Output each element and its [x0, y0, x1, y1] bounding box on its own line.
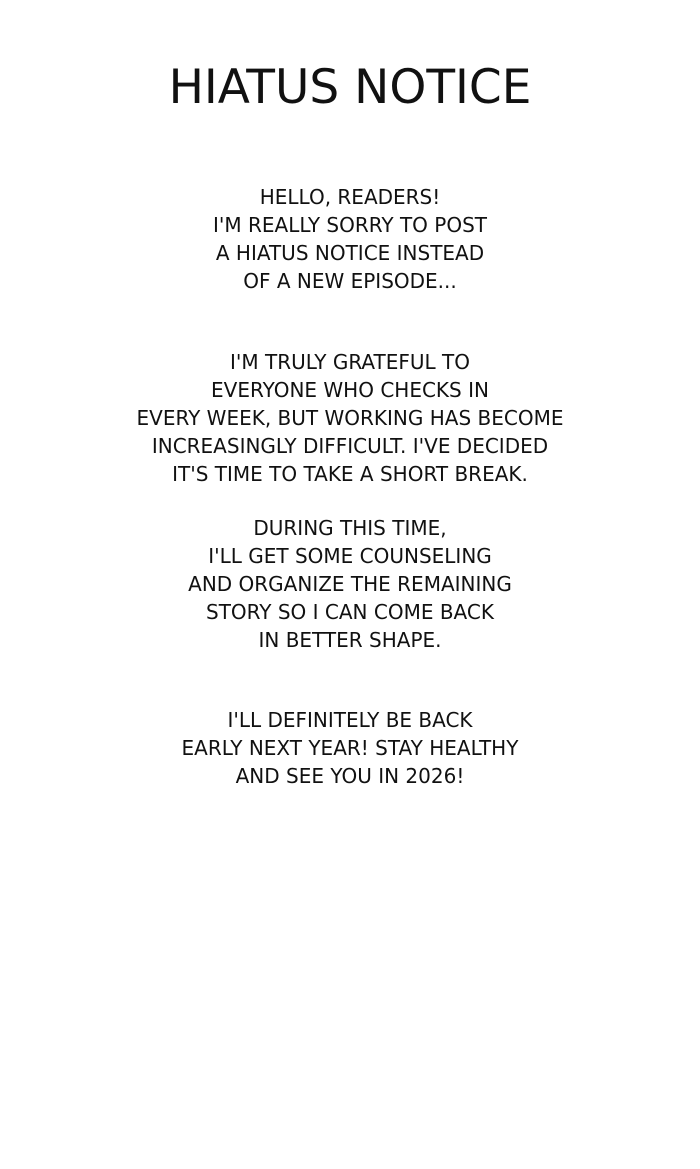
notice-paragraph-gratitude: [0, 348, 700, 488]
notice-line: A HIATUS NOTICE INSTEAD: [215, 241, 485, 265]
notice-line: I'M REALLY SORRY TO POST: [213, 213, 487, 237]
notice-line: AND SEE YOU IN 2026!: [235, 764, 465, 788]
notice-line: EARLY NEXT YEAR! STAY HEALTHY: [181, 736, 519, 760]
notice-paragraph-plans: [0, 514, 700, 654]
notice-line: IN BETTER SHAPE.: [258, 628, 442, 652]
notice-line: DURING THIS TIME,: [253, 516, 447, 540]
notice-line: I'M TRULY GRATEFUL TO: [230, 350, 470, 374]
notice-line: EVERYONE WHO CHECKS IN: [211, 378, 489, 402]
notice-line: EVERY WEEK, BUT WORKING HAS BECOME: [136, 406, 564, 430]
notice-line: I'LL DEFINITELY BE BACK: [227, 708, 473, 732]
notice-line: I'LL GET SOME COUNSELING: [208, 544, 492, 568]
notice-line: INCREASINGLY DIFFICULT. I'VE DECIDED: [151, 434, 549, 458]
notice-line: AND ORGANIZE THE REMAINING: [188, 572, 512, 596]
notice-title: HIATUS NOTICE: [168, 60, 532, 115]
notice-line: STORY SO I CAN COME BACK: [206, 600, 494, 624]
notice-paragraph-return: [0, 706, 700, 790]
notice-line: IT'S TIME TO TAKE A SHORT BREAK.: [172, 462, 528, 486]
notice-line: OF A NEW EPISODE...: [243, 269, 457, 293]
notice-line: HELLO, READERS!: [259, 185, 441, 209]
notice-paragraph-greeting: [0, 183, 700, 295]
